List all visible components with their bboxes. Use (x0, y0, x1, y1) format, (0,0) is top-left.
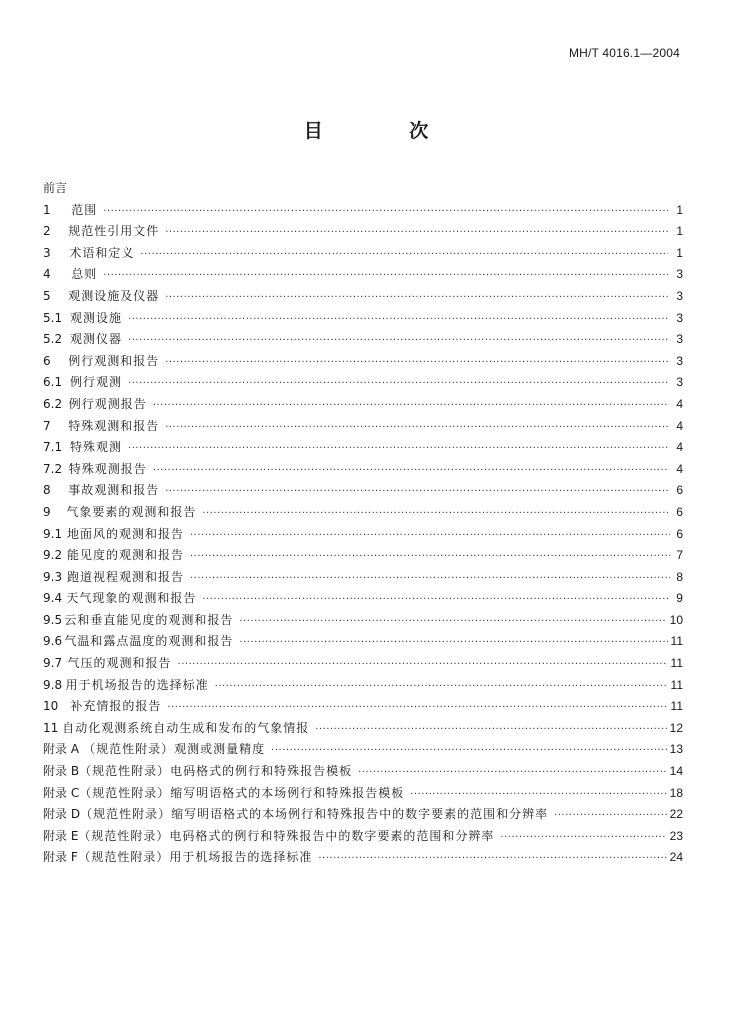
toc-entry-title: 云和垂直能见度的观测和报告 (64, 612, 234, 627)
toc-entry-number: 1 (43, 202, 51, 217)
toc-leader-dots (190, 525, 670, 547)
toc-leader-dots (128, 438, 668, 460)
toc-leader-dots (315, 719, 666, 741)
toc-entry[interactable] (43, 437, 683, 459)
toc-entry-number: 3 (43, 245, 51, 260)
toc-entry-title: 范围 (71, 202, 98, 217)
toc-entry-number: 5.1 (43, 310, 63, 325)
toc-entry[interactable] (43, 718, 683, 740)
toc-entry[interactable] (43, 264, 683, 286)
toc-entry-number: 9.3 (43, 569, 63, 584)
toc-leader-dots (165, 352, 669, 374)
toc-leader-dots (165, 417, 669, 439)
toc-leader-dots (153, 395, 669, 417)
toc-entry[interactable] (43, 610, 683, 632)
toc-entry-number: 9 (43, 504, 51, 519)
toc-entry-number: 6.1 (43, 375, 63, 390)
toc-entry-page: 1 (676, 245, 683, 260)
toc-entry[interactable] (43, 783, 683, 805)
toc-leader-dots (128, 309, 668, 331)
toc-entry-title: （规范性附录）观测或测量精度 (83, 742, 266, 757)
toc-entry-title: 用于机场报告的选择标准 (65, 677, 209, 692)
toc-entry-title: 例行观测 (70, 375, 123, 390)
toc-leader-dots (190, 546, 670, 568)
toc-entry-title: 气压的观测和报告 (67, 656, 172, 671)
toc-entry-title: （规范性附录）电码格式的例行和特殊报告模板 (79, 764, 353, 779)
toc-entry-page: 23 (669, 828, 683, 843)
toc-entry-page: 4 (676, 461, 683, 476)
toc-entry[interactable] (43, 653, 683, 675)
toc-entry-page: 11 (670, 634, 683, 649)
toc-entry-page: 4 (676, 396, 683, 411)
toc-entry[interactable] (43, 675, 683, 697)
toc-entry-title: 气象要素的观测和报告 (66, 504, 197, 519)
toc-entry-page: 11 (670, 677, 683, 692)
toc-entry-title: 例行观测报告 (68, 396, 147, 411)
toc-entry-number: 7.1 (43, 440, 63, 455)
toc-entry[interactable] (43, 631, 683, 653)
toc-leader-dots (410, 784, 666, 806)
toc-leader-dots (318, 848, 666, 870)
toc-entry-title: 自动化观测系统自动生成和发布的气象情报 (62, 720, 310, 735)
toc-entry-page: 6 (676, 504, 683, 519)
toc-entry-title: 观测设施 (70, 310, 123, 325)
toc-entry-number: 9.8 (43, 677, 63, 692)
table-of-contents (43, 178, 683, 869)
toc-entry-title: 跑道视程观测和报告 (66, 569, 184, 584)
toc-entry[interactable] (43, 351, 683, 373)
toc-entry-page: 11 (670, 699, 683, 714)
toc-entry-title: 总则 (71, 267, 98, 282)
toc-entry-page: 10 (669, 612, 683, 627)
toc-leader-dots (103, 265, 667, 287)
toc-entry-number: 附录 A (43, 742, 80, 757)
toc-entry-number: 附录 C (43, 785, 80, 800)
toc-entry-number: 7.2 (43, 461, 63, 476)
toc-entry[interactable] (43, 761, 683, 783)
toc-entry-title: 天气现象的观测和报告 (66, 591, 197, 606)
toc-entry-number: 9.2 (43, 548, 63, 563)
toc-entry-page: 11 (670, 656, 683, 671)
toc-entry[interactable] (43, 502, 683, 524)
toc-entry-title: 事故观测和报告 (68, 483, 160, 498)
toc-entry-page: 24 (669, 850, 683, 865)
toc-entry[interactable] (43, 696, 683, 718)
toc-leader-dots (178, 654, 668, 676)
toc-entry-page: 8 (676, 569, 683, 584)
toc-leader-dots (554, 805, 667, 827)
toc-entry-number: 8 (43, 483, 51, 498)
toc-entry-number: 7 (43, 418, 51, 433)
toc-entry-number: 10 (43, 699, 59, 714)
toc-entry-title: 术语和定义 (69, 245, 135, 260)
toc-foreword[interactable]: 前言 (43, 181, 68, 195)
toc-entry-title: （规范性附录）缩写明语格式的本场例行和特殊报告中的数字要素的范围和分辨率 (80, 807, 549, 822)
toc-entry[interactable] (43, 329, 683, 351)
toc-leader-dots (165, 222, 669, 244)
toc-entry-page: 3 (676, 288, 683, 303)
toc-leader-dots (202, 589, 669, 611)
toc-leader-dots (153, 460, 669, 482)
toc-leader-dots (202, 503, 669, 525)
toc-entry[interactable] (43, 416, 683, 438)
toc-entry[interactable] (43, 739, 683, 761)
toc-entry[interactable] (43, 459, 683, 481)
toc-entry-number: 9.7 (43, 656, 63, 671)
toc-entry-number: 5.2 (43, 332, 63, 347)
toc-entry[interactable] (43, 545, 683, 567)
toc-entry-number: 6 (43, 353, 51, 368)
toc-entry-title: （规范性附录）缩写明语格式的本场例行和特殊报告模板 (79, 785, 405, 800)
toc-leader-dots (167, 697, 667, 719)
toc-entry-number: 9.5 (43, 612, 63, 627)
toc-entry[interactable] (43, 847, 683, 869)
toc-entry-title: 观测仪器 (70, 332, 123, 347)
toc-leader-dots (128, 373, 668, 395)
toc-leader-dots (128, 330, 668, 352)
toc-entry-number: 5 (43, 288, 51, 303)
toc-entry[interactable] (43, 480, 683, 502)
toc-entry-page: 6 (676, 526, 683, 541)
toc-entry-number: 9.6 (43, 634, 63, 649)
toc-entry-page: 22 (669, 807, 683, 822)
toc-entry-page: 3 (676, 375, 683, 390)
toc-entry-title: （规范性附录）电码格式的例行和特殊报告中的数字要素的范围和分辨率 (78, 828, 495, 843)
toc-entry[interactable] (43, 567, 683, 589)
toc-leader-dots (500, 827, 666, 849)
toc-leader-dots (190, 568, 670, 590)
toc-entry[interactable] (43, 588, 683, 610)
toc-entry-title: 能见度的观测和报告 (66, 548, 184, 563)
toc-entries (43, 200, 683, 869)
toc-entry-title: （规范性附录）用于机场报告的选择标准 (78, 850, 313, 865)
toc-entry[interactable] (43, 524, 683, 546)
toc-entry[interactable] (43, 243, 683, 265)
toc-entry-number: 2 (43, 224, 51, 239)
toc-entry-title: 例行观测和报告 (68, 353, 160, 368)
toc-entry-page: 4 (676, 440, 683, 455)
toc-leader-dots (140, 244, 668, 266)
toc-entry-page: 14 (669, 764, 683, 779)
toc-leader-dots (103, 201, 667, 223)
toc-entry-page: 1 (676, 202, 683, 217)
toc-entry-title: 气温和露点温度的观测和报告 (64, 634, 234, 649)
toc-entry-page: 4 (676, 418, 683, 433)
toc-entry-title: 地面风的观测和报告 (66, 526, 184, 541)
toc-entry-page: 7 (676, 548, 683, 563)
toc-entry[interactable] (43, 394, 683, 416)
toc-entry-title: 特殊观测 (70, 440, 123, 455)
toc-entry-title: 补充情报的报告 (70, 699, 162, 714)
toc-entry[interactable] (43, 286, 683, 308)
toc-leader-dots (239, 611, 666, 633)
toc-entry-page: 18 (669, 785, 683, 800)
toc-entry[interactable] (43, 372, 683, 394)
toc-title: 目 次 (303, 120, 469, 142)
toc-entry-number: 附录 E (43, 828, 79, 843)
toc-entry[interactable] (43, 804, 683, 826)
toc-leader-dots (215, 676, 668, 698)
toc-entry-number: 9.1 (43, 526, 63, 541)
toc-entry-page: 9 (676, 591, 683, 606)
toc-entry-number: 附录 D (43, 807, 81, 822)
toc-entry[interactable] (43, 221, 683, 243)
toc-leader-dots (358, 762, 667, 784)
toc-entry-page: 12 (669, 720, 683, 735)
toc-entry-number: 11 (43, 720, 59, 735)
toc-entry-title: 特殊观测报告 (68, 461, 147, 476)
toc-leader-dots (271, 740, 666, 762)
toc-entry-page: 3 (676, 310, 683, 325)
toc-entry-number: 6.2 (43, 396, 63, 411)
toc-leader-dots (239, 632, 667, 654)
toc-entry-title: 观测设施及仪器 (68, 288, 160, 303)
toc-entry-page: 3 (676, 353, 683, 368)
toc-entry-title: 特殊观测和报告 (68, 418, 160, 433)
toc-entry-page: 6 (676, 483, 683, 498)
toc-entry[interactable] (43, 308, 683, 330)
toc-entry[interactable] (43, 200, 683, 222)
toc-entry-number: 附录 F (43, 850, 78, 865)
toc-leader-dots (165, 287, 669, 309)
toc-leader-dots (165, 481, 669, 503)
toc-entry-number: 附录 B (43, 764, 80, 779)
toc-entry-page: 3 (676, 332, 683, 347)
toc-entry-title: 规范性引用文件 (68, 224, 160, 239)
toc-entry[interactable] (43, 826, 683, 848)
toc-entry-number: 9.4 (43, 591, 63, 606)
standard-number: MH/T 4016.1—2004 (568, 46, 680, 60)
toc-entry-page: 13 (669, 742, 683, 757)
toc-entry-page: 3 (676, 267, 683, 282)
toc-entry-number: 4 (43, 267, 51, 282)
toc-entry-page: 1 (676, 224, 683, 239)
